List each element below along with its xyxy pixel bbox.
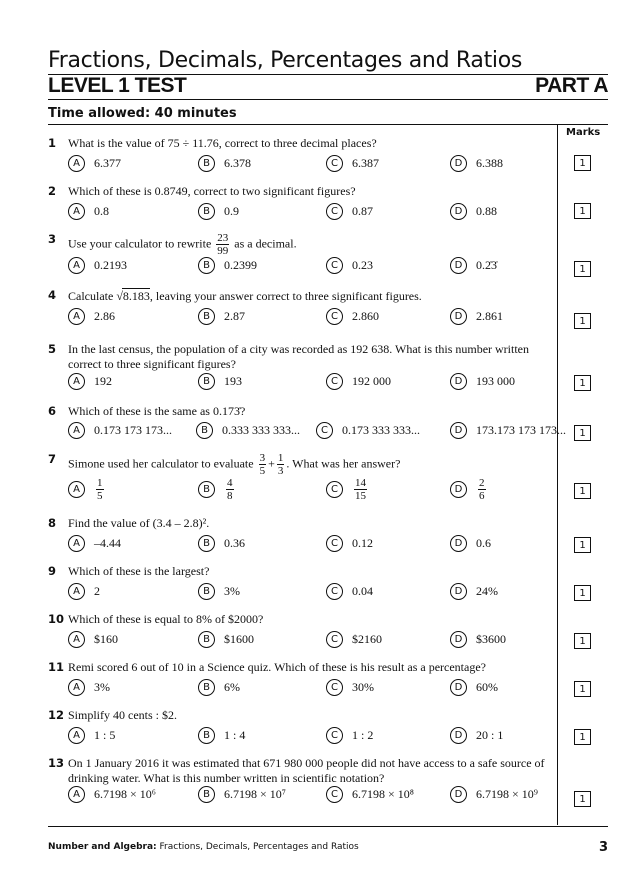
option-d[interactable]: [450, 679, 498, 696]
option-letter-circle: A: [68, 308, 85, 325]
option-letter-circle: A: [68, 583, 85, 600]
option-d[interactable]: [450, 257, 497, 274]
option-d[interactable]: [450, 631, 506, 648]
question-stem-after: as a decimal.: [234, 236, 297, 251]
option-a[interactable]: [68, 308, 115, 325]
question-text: [68, 612, 548, 627]
option-text: 30%: [352, 680, 374, 694]
mark-box: 1: [574, 633, 591, 649]
option-c[interactable]: [326, 203, 373, 220]
option-text: 0.6: [476, 536, 491, 550]
mark-box: 1: [574, 261, 591, 277]
option-text: 2.87: [224, 309, 245, 323]
option-a[interactable]: [68, 155, 121, 172]
option-b[interactable]: [198, 583, 240, 600]
option-text: 6.388: [476, 156, 503, 170]
option-text: 0.04: [352, 584, 373, 598]
mark-box: 1: [574, 155, 591, 171]
option-a[interactable]: [68, 631, 118, 648]
mark-box: 1: [574, 483, 591, 499]
option-text: 0.88: [476, 204, 497, 218]
footer-text: [48, 842, 359, 852]
option-c[interactable]: [326, 373, 391, 390]
option-letter-circle: D: [450, 786, 467, 803]
option-a[interactable]: [68, 477, 106, 502]
option-text: 20 : 1: [476, 728, 504, 742]
question-number: 11: [48, 660, 65, 674]
option-letter-circle: B: [198, 786, 215, 803]
option-d[interactable]: [450, 422, 566, 439]
option-letter-circle: B: [198, 679, 215, 696]
option-b[interactable]: [198, 373, 242, 390]
test-part: PART A: [535, 74, 608, 97]
fraction-denominator: 15: [355, 490, 366, 502]
fraction-numerator: 2: [479, 477, 485, 489]
option-c[interactable]: [326, 727, 373, 744]
option-text: 192 000: [352, 374, 391, 388]
option-text: 0.173 173 173...: [94, 423, 172, 437]
question-number: 2: [48, 184, 57, 198]
option-a[interactable]: [68, 373, 112, 390]
question-number: 9: [48, 564, 57, 578]
option-letter-circle: B: [198, 481, 215, 498]
option-letter-circle: C: [326, 257, 343, 274]
fraction-numerator: 23: [217, 232, 229, 244]
marks-column-divider: [557, 125, 558, 825]
test-level: LEVEL 1 TEST: [48, 74, 187, 97]
option-text: 1 : 4: [224, 728, 246, 742]
option-text: 3%: [94, 680, 110, 694]
option-b[interactable]: [198, 679, 240, 696]
option-d[interactable]: [450, 583, 498, 600]
mark-box: 1: [574, 585, 591, 601]
option-text: 0.8: [94, 204, 109, 218]
option-text: 193 000: [476, 374, 515, 388]
header-rule: [48, 99, 608, 100]
option-text: 0.2399: [224, 258, 257, 272]
option-b[interactable]: [198, 786, 286, 803]
footer-topic: Fractions, Decimals, Percentages and Ratios: [159, 842, 359, 852]
option-letter-circle: C: [326, 583, 343, 600]
option-text: 193: [224, 374, 242, 388]
question-stem-before: Simone used her calculator to evaluate: [68, 456, 254, 471]
option-letter-circle: B: [198, 203, 215, 220]
option-letter-circle: C: [326, 308, 343, 325]
question-stem: In the last census, the population of a city was recorded as 192 638. What is this number written correct to three significant figures?: [68, 342, 530, 371]
question-4: [48, 288, 553, 348]
option-b[interactable]: [198, 155, 251, 172]
footer-strand: Number and Algebra:: [48, 842, 157, 852]
option-letter-circle: C: [326, 373, 343, 390]
question-number: 10: [48, 612, 65, 626]
question-3: [48, 232, 553, 292]
option-text: 1 : 2: [352, 728, 374, 742]
option-letter-circle: A: [68, 535, 85, 552]
option-letter-circle: D: [450, 257, 467, 274]
option-letter-circle: C: [326, 203, 343, 220]
question-text: [68, 516, 548, 531]
option-letter-circle: B: [198, 257, 215, 274]
option-letter-circle: D: [450, 373, 467, 390]
mark-box: 1: [574, 729, 591, 745]
question-text: [68, 404, 548, 419]
question-number: 7: [48, 452, 57, 466]
option-letter-circle: A: [68, 631, 85, 648]
question-number: 13: [48, 756, 65, 770]
fraction-denominator: 99: [217, 245, 229, 257]
mark-box: 1: [574, 203, 591, 219]
question-stem: Which of these is equal to 8% of $2000?: [68, 612, 264, 626]
option-a[interactable]: [68, 583, 100, 600]
option-fraction: [226, 477, 234, 502]
option-letter-circle: B: [198, 155, 215, 172]
option-letter-circle: D: [450, 481, 467, 498]
question-fraction: [216, 232, 229, 257]
option-letter-circle: C: [326, 155, 343, 172]
option-fraction: [354, 477, 367, 502]
option-fraction: [96, 477, 104, 502]
option-a[interactable]: [68, 535, 121, 552]
option-letter-circle: A: [68, 257, 85, 274]
option-a[interactable]: [68, 786, 156, 803]
question-text: [68, 452, 548, 477]
marks-heading: Marks: [566, 127, 601, 138]
option-letter-circle: D: [450, 631, 467, 648]
option-text: $3600: [476, 632, 506, 646]
option-fraction: [478, 477, 486, 502]
option-text: 2.860: [352, 309, 379, 323]
option-letter-circle: C: [326, 727, 343, 744]
option-c[interactable]: [326, 583, 373, 600]
question-stem: Which of these is 0.8749, correct to two significant figures?: [68, 184, 356, 198]
option-d[interactable]: [450, 308, 503, 325]
question-text: [68, 756, 548, 786]
plus-sign: +: [268, 456, 275, 471]
fraction-denominator: 5: [259, 465, 266, 477]
option-b[interactable]: [198, 477, 236, 502]
option-text: 24%: [476, 584, 498, 598]
option-b[interactable]: [198, 631, 254, 648]
option-text: 192: [94, 374, 112, 388]
mark-box: 1: [574, 313, 591, 329]
option-c[interactable]: [326, 631, 382, 648]
time-allowed: Time allowed: 40 minutes: [48, 106, 237, 121]
option-text: 0.12: [352, 536, 373, 550]
question-stem-before: Calculate: [68, 289, 114, 303]
option-d[interactable]: [450, 203, 497, 220]
option-c[interactable]: [326, 679, 374, 696]
question-number: 4: [48, 288, 57, 302]
option-letter-circle: A: [68, 786, 85, 803]
topic-title: Fractions, Decimals, Percentages and Ratios: [48, 48, 523, 73]
option-text: 0.173 333 333...: [342, 423, 420, 437]
question-text: [68, 136, 548, 151]
footer-rule: [48, 826, 608, 827]
question-5: [48, 342, 553, 402]
option-text: 6.387: [352, 156, 379, 170]
option-letter-circle: D: [450, 679, 467, 696]
option-letter-circle: C: [326, 481, 343, 498]
option-letter-circle: B: [198, 631, 215, 648]
option-a[interactable]: [68, 257, 127, 274]
fraction-denominator: 6: [479, 490, 485, 502]
mark-box: 1: [574, 425, 591, 441]
question-stem-after: . What was her answer?: [286, 456, 401, 471]
fraction-numerator: 1: [277, 452, 284, 464]
option-b[interactable]: [198, 203, 239, 220]
option-letter-circle: A: [68, 481, 85, 498]
option-text: $2160: [352, 632, 382, 646]
fraction-numerator: 1: [97, 477, 103, 489]
option-d[interactable]: [450, 535, 491, 552]
option-d[interactable]: [450, 477, 488, 502]
question-stem-after: , leaving your answer correct to three significant figures.: [149, 289, 422, 303]
option-text: 2: [94, 584, 100, 598]
option-b[interactable]: [198, 535, 245, 552]
option-letter-circle: D: [450, 583, 467, 600]
fraction-numerator: 4: [227, 477, 233, 489]
option-letter-circle: D: [450, 535, 467, 552]
option-b[interactable]: [198, 308, 245, 325]
option-c[interactable]: [326, 477, 369, 502]
option-b[interactable]: [198, 727, 245, 744]
option-letter-circle: D: [450, 308, 467, 325]
question-text: [68, 564, 548, 579]
questions-top-rule: [48, 124, 608, 125]
option-text: 2.86: [94, 309, 115, 323]
fraction-numerator: 3: [259, 452, 266, 464]
option-letter-circle: B: [198, 583, 215, 600]
mark-box: 1: [574, 791, 591, 807]
option-a[interactable]: [68, 679, 110, 696]
question-number: 12: [48, 708, 65, 722]
option-letter-circle: B: [198, 373, 215, 390]
option-text: 6.7198 × 10⁶: [94, 787, 156, 801]
option-b[interactable]: [196, 422, 300, 439]
fraction-denominator: 5: [97, 490, 103, 502]
option-text: 0.87: [352, 204, 373, 218]
option-letter-circle: B: [198, 535, 215, 552]
option-text: 0.23: [352, 258, 373, 272]
option-text: 6.7198 × 10⁸: [352, 787, 414, 801]
page-number: 3: [598, 840, 608, 855]
question-stem: Find the value of (3.4 – 2.8)².: [68, 516, 210, 530]
option-letter-circle: D: [450, 422, 467, 439]
question-text: [68, 660, 548, 675]
option-text: 6%: [224, 680, 240, 694]
option-c[interactable]: [326, 308, 379, 325]
question-13: [48, 756, 553, 816]
option-text: 0.333 333 333...: [222, 423, 300, 437]
option-letter-circle: D: [450, 727, 467, 744]
question-text: [68, 342, 548, 372]
mark-box: 1: [574, 681, 591, 697]
option-letter-circle: B: [198, 727, 215, 744]
option-letter-circle: A: [68, 155, 85, 172]
option-letter-circle: A: [68, 373, 85, 390]
question-stem: On 1 January 2016 it was estimated that 671 980 000 people did not have access to a safe source of drinking water. What is this number written in scientific notation?: [68, 756, 545, 785]
option-text: 6.377: [94, 156, 121, 170]
option-text: 6.7198 × 10⁹: [476, 787, 538, 801]
option-a[interactable]: [68, 203, 109, 220]
option-text: 60%: [476, 680, 498, 694]
option-c[interactable]: [326, 257, 373, 274]
question-stem: Which of these is the largest?: [68, 564, 210, 578]
option-d[interactable]: [450, 155, 503, 172]
option-text: 2.861: [476, 309, 503, 323]
option-d[interactable]: [450, 373, 515, 390]
option-letter-circle: D: [450, 155, 467, 172]
option-c[interactable]: [316, 422, 420, 439]
option-text: 173.173 173 173...: [476, 423, 566, 437]
option-a[interactable]: [68, 727, 115, 744]
option-letter-circle: B: [198, 308, 215, 325]
question-number: 5: [48, 342, 57, 356]
question-text: [68, 232, 548, 257]
question-stem-before: Use your calculator to rewrite: [68, 236, 212, 251]
question-number: 1: [48, 136, 57, 150]
option-text: $1600: [224, 632, 254, 646]
question-text: Calculate √8.183, leaving your answer correct to three significant figures.: [68, 289, 422, 303]
question-stem: What is the value of 75 ÷ 11.76, correct to three decimal places?: [68, 136, 377, 150]
option-d[interactable]: [450, 727, 503, 744]
option-d[interactable]: [450, 786, 538, 803]
option-letter-circle: C: [326, 631, 343, 648]
option-b[interactable]: [198, 257, 257, 274]
option-text: 3%: [224, 584, 240, 598]
mark-box: 1: [574, 537, 591, 553]
question-number: 8: [48, 516, 57, 530]
option-text: 6.7198 × 10⁷: [224, 787, 286, 801]
option-letter-circle: D: [450, 203, 467, 220]
question-fraction-2: [277, 452, 285, 477]
question-text: [68, 184, 548, 199]
option-text: 0.2̇3̇: [476, 258, 497, 272]
option-letter-circle: C: [326, 679, 343, 696]
question-text: [68, 708, 548, 723]
option-c[interactable]: [326, 155, 379, 172]
question-stem: Which of these is the same as 0.173̇?: [68, 404, 246, 418]
option-text: 6.378: [224, 156, 251, 170]
option-c[interactable]: [326, 535, 373, 552]
option-a[interactable]: [68, 422, 172, 439]
fraction-denominator: 3: [277, 465, 284, 477]
question-fraction-1: [259, 452, 267, 477]
option-letter-circle: C: [316, 422, 333, 439]
question-7: [48, 452, 553, 512]
option-letter-circle: C: [326, 535, 343, 552]
option-text: $160: [94, 632, 118, 646]
option-letter-circle: A: [68, 679, 85, 696]
option-letter-circle: B: [196, 422, 213, 439]
option-text: 1 : 5: [94, 728, 116, 742]
option-text: 0.36: [224, 536, 245, 550]
option-letter-circle: A: [68, 422, 85, 439]
option-text: 0.9: [224, 204, 239, 218]
option-letter-circle: C: [326, 786, 343, 803]
question-stem: Simplify 40 cents : $2.: [68, 708, 177, 722]
option-text: –4.44: [94, 536, 121, 550]
mark-box: 1: [574, 375, 591, 391]
fraction-denominator: 8: [227, 490, 233, 502]
square-root-value: 8.183: [122, 289, 150, 303]
question-stem: Remi scored 6 out of 10 in a Science quiz. Which of these is his result as a percentage?: [68, 660, 486, 674]
option-c[interactable]: [326, 786, 414, 803]
question-number: 6: [48, 404, 57, 418]
question-number: 3: [48, 232, 57, 246]
option-text: 0.2193: [94, 258, 127, 272]
option-letter-circle: A: [68, 727, 85, 744]
fraction-numerator: 14: [355, 477, 366, 489]
option-letter-circle: A: [68, 203, 85, 220]
